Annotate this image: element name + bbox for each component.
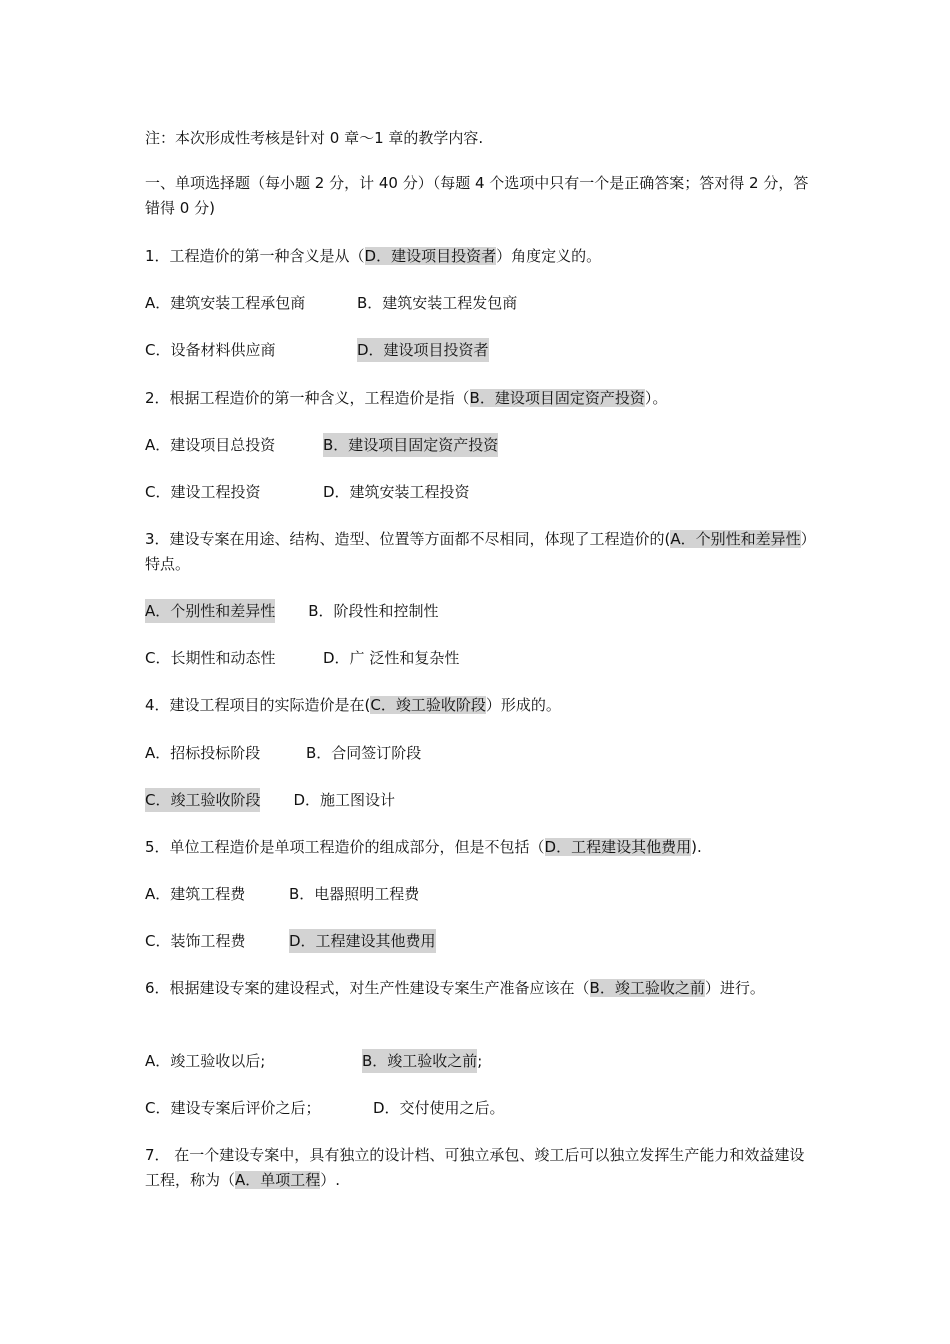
option-c: C．长期性和动态性 xyxy=(145,649,276,667)
question-7-text-end: ）. xyxy=(320,1171,341,1189)
option-c: C．建设工程投资 xyxy=(145,483,261,501)
question-1-answer: D．建设项目投资者 xyxy=(364,247,497,265)
section-heading: 一、单项选择题（每小题 2 分，计 40 分）（每题 4 个选项中只有一个是正确答案；答对得 2 分，答错得 0 分) xyxy=(145,174,809,217)
option-b: B．建设项目固定资产投资 xyxy=(323,433,498,457)
question-3-text: 3．建设专案在用途、结构、造型、位置等方面都不尽相同，体现了工程造价的( xyxy=(145,530,671,548)
question-1-text-end: ）角度定义的。 xyxy=(496,247,602,265)
question-5-answer: D．工程建设其他费用 xyxy=(544,838,692,856)
option-d: D．广 泛性和复杂性 xyxy=(323,649,460,667)
option-d: D．工程建设其他费用 xyxy=(289,929,436,953)
question-2-options-row-1 xyxy=(145,433,498,457)
option-b: B．合同签订阶段 xyxy=(306,744,422,762)
question-4-answer: C．竣工验收阶段 xyxy=(370,696,486,714)
question-4-options-row-1 xyxy=(145,741,421,765)
question-7 xyxy=(145,1143,810,1193)
option-c: C．建设专案后评价之后； xyxy=(145,1099,321,1117)
option-a: A．建筑工程费 xyxy=(145,885,246,903)
exam-note: 注：本次形成性考核是针对 0 章～1 章的教学内容. xyxy=(145,129,484,147)
option-b: B．阶段性和控制性 xyxy=(308,602,439,620)
option-b: B．竣工验收之前 xyxy=(362,1049,477,1073)
option-a: A．竣工验收以后; xyxy=(145,1052,266,1070)
option-b: B．建筑安装工程发包商 xyxy=(357,294,518,312)
question-5-options-row-1 xyxy=(145,882,419,906)
question-5 xyxy=(145,835,702,859)
question-1-options-row-1 xyxy=(145,291,517,315)
option-a: A．建筑安装工程承包商 xyxy=(145,294,306,312)
question-4-text-end: ）形成的。 xyxy=(485,696,561,714)
question-2 xyxy=(145,386,667,410)
question-4-text: 4．建设工程项目的实际造价是在( xyxy=(145,696,371,714)
question-6-text-end: ）进行。 xyxy=(704,979,765,997)
question-7-text: 7． 在一个建设专案中，具有独立的设计档、可独立承包、竣工后可以独立发挥生产能力和效益建设工程，称为（ xyxy=(145,1146,805,1189)
question-3 xyxy=(145,527,810,577)
question-1-options-row-2 xyxy=(145,338,489,362)
question-6 xyxy=(145,976,810,1001)
question-2-text: 2．根据工程造价的第一种含义，工程造价是指（ xyxy=(145,389,470,407)
option-d: D．建设项目投资者 xyxy=(357,338,489,362)
question-4 xyxy=(145,693,561,717)
question-1-text: 1．工程造价的第一种含义是从（ xyxy=(145,247,365,265)
question-5-text-end: ). xyxy=(691,838,702,856)
question-2-text-end: ）。 xyxy=(644,389,668,407)
option-c: C．竣工验收阶段 xyxy=(145,788,260,812)
question-6-options-row-2 xyxy=(145,1096,505,1120)
question-6-answer: B．竣工验收之前 xyxy=(589,979,705,997)
option-a: A．建设项目总投资 xyxy=(145,436,276,454)
question-5-options-row-2 xyxy=(145,929,436,953)
option-d: D．施工图设计 xyxy=(293,791,396,809)
question-6-options-row-1 xyxy=(145,1049,482,1073)
question-3-options-row-1 xyxy=(145,599,439,623)
option-a: A．个别性和差异性 xyxy=(145,599,275,623)
option-a: A．招标投标阶段 xyxy=(145,744,261,762)
question-4-options-row-2 xyxy=(145,788,395,812)
option-c: C．装饰工程费 xyxy=(145,932,246,950)
question-6-text: 6．根据建设专案的建设程式，对生产性建设专案生产准备应该在（ xyxy=(145,979,590,997)
question-7-answer: A．单项工程 xyxy=(235,1171,321,1189)
question-3-options-row-2 xyxy=(145,646,459,670)
option-b-suffix: ; xyxy=(477,1052,483,1070)
question-5-text: 5．单位工程造价是单项工程造价的组成部分，但是不包括（ xyxy=(145,838,545,856)
question-3-text-end: ）特点。 xyxy=(145,530,809,573)
option-c: C．设备材料供应商 xyxy=(145,341,276,359)
option-d: D．交付使用之后。 xyxy=(373,1099,505,1117)
question-3-answer: A．个别性和差异性 xyxy=(670,530,801,548)
question-2-answer: B．建设项目固定资产投资 xyxy=(469,389,645,407)
option-d: D．建筑安装工程投资 xyxy=(323,483,470,501)
question-2-options-row-2 xyxy=(145,480,470,504)
question-1 xyxy=(145,244,601,268)
option-b: B．电器照明工程费 xyxy=(289,885,420,903)
